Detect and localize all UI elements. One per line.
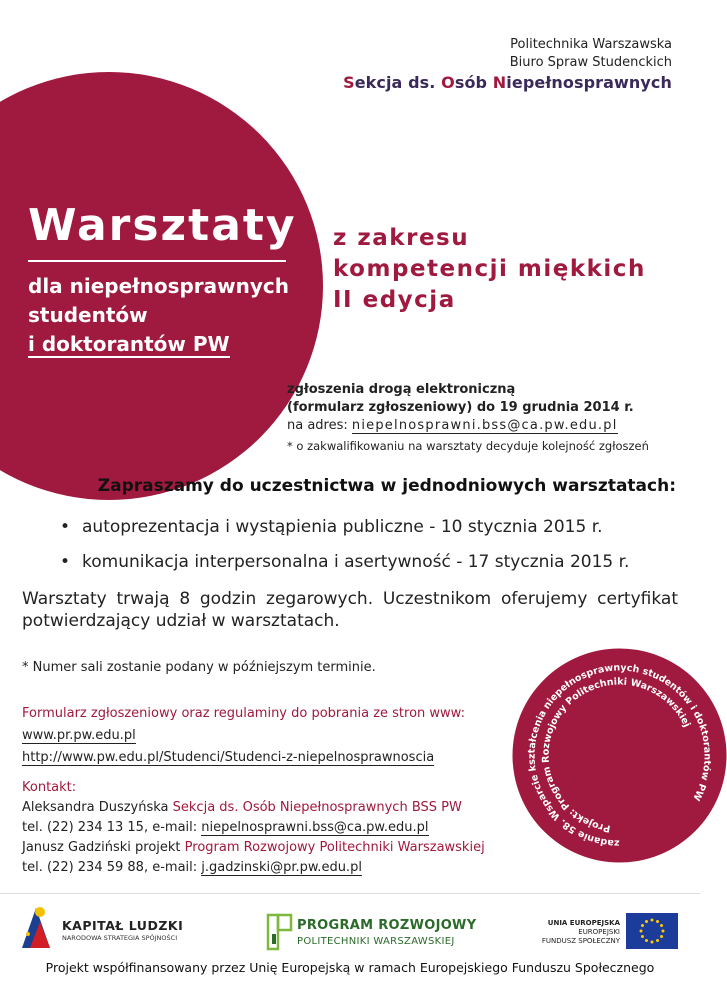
eu-line3: FUNDUSZ SPOŁECZNY (541, 937, 620, 945)
program-rozwojowy-logo (267, 914, 293, 950)
hero-subtitle-line3: i doktorantów PW (28, 332, 230, 356)
kl-name: KAPITAŁ LUDZKI (62, 918, 184, 933)
contact1-name: Aleksandra Duszyńska (22, 800, 173, 815)
eu-star-icon (656, 939, 659, 942)
invite-heading: Zapraszamy do uczestnictwa w jednodniowych warsztatach: (97, 476, 676, 496)
contact2-org: Program Rozwojowy Politechniki Warszawskiej (184, 840, 485, 855)
contact1-org: Sekcja ds. Osób Niepełnosprawnych BSS PW (172, 800, 462, 815)
eu-star-icon (660, 935, 663, 938)
pr-name: PROGRAM ROZWOJOWY (297, 918, 477, 933)
downloads-heading: Formularz zgłoszeniowy oraz regulaminy do pobrania ze stron www: (22, 706, 465, 721)
workshop-list (60, 510, 629, 580)
registration-info (287, 381, 649, 455)
downloads-section (22, 703, 465, 769)
badge-text-outer: zadanie 58. Wsparcie kształcenia niepełnosprawnych studentów i doktorantów PW (526, 662, 713, 849)
eu-star-icon (645, 920, 648, 923)
topic-line2: kompetencji miękkich (333, 256, 646, 282)
pr-subtitle: POLITECHNIKI WARSZAWSKIEJ (297, 936, 455, 947)
registration-line1: zgłoszenia drogą elektroniczną (287, 382, 516, 397)
list-item: • autoprezentacja i wystąpienia publiczne - 10 stycznia 2015 r. (60, 517, 603, 537)
eu-text (542, 919, 620, 946)
section-name: Sekcja ds. Osób Niepełnosprawnych (343, 73, 672, 92)
link-pw-students[interactable]: http://www.pw.edu.pl/Studenci/Studenci-z-niepelnosprawnoscia (22, 750, 435, 765)
eu-star-icon (660, 924, 663, 927)
hero-subtitle (28, 272, 289, 359)
registration-address-label: na adres: (287, 418, 352, 433)
list-item: • komunikacja interpersonalna i asertywność - 17 stycznia 2015 r. (60, 552, 630, 572)
kl-subtitle: NARODOWA STRATEGIA SPÓJNOŚCI (62, 934, 178, 942)
eu-star-icon (641, 924, 644, 927)
topic-line3: II edycja (333, 287, 456, 313)
description: Warsztaty trwają 8 godzin zegarowych. Uczestnikom oferujemy certyfikat potwierdzający udział w warsztatach. (22, 589, 678, 631)
eu-star-icon (662, 930, 665, 933)
institution-header (343, 36, 672, 92)
link-pr-site[interactable]: www.pr.pw.edu.pl (22, 728, 136, 743)
hero-subtitle-line1: dla niepełnosprawnych (28, 274, 289, 298)
contact-section (22, 778, 485, 878)
hero-divider (28, 260, 286, 262)
footer-divider (0, 893, 700, 894)
contact2-phone: tel. (22) 234 59 88, e-mail: (22, 860, 202, 875)
contact1-email-link[interactable]: niepelnosprawni.bss@ca.pw.edu.pl (201, 820, 429, 835)
contact1-phone: tel. (22) 234 13 15, e-mail: (22, 820, 202, 835)
eu-star-icon (645, 939, 648, 942)
hero-subtitle-line2: studentów (28, 303, 148, 327)
eu-star-icon (641, 935, 644, 938)
eu-star-icon (640, 930, 643, 933)
room-note: * Numer sali zostanie podany w późniejszym terminie. (22, 660, 376, 675)
topic-line1: z zakresu (333, 225, 470, 251)
eu-flag-icon (626, 913, 678, 949)
cofinancing-note: Projekt współfinansowany przez Unię Europejską w ramach Europejskiego Funduszu Społecznego (45, 960, 655, 975)
contact2-email-link[interactable]: j.gadzinski@pr.pw.edu.pl (201, 860, 362, 875)
eu-line2: EUROPEJSKI (578, 928, 620, 936)
hero-title: Warsztaty (28, 200, 297, 251)
eu-star-icon (651, 919, 654, 922)
eu-line1: UNIA EUROPEJSKA (547, 919, 620, 927)
office-name: Biuro Spraw Studenckich (509, 55, 672, 70)
university-name: Politechnika Warszawska (510, 37, 672, 52)
registration-line2: (formularz zgłoszeniowy) do 19 grudnia 2014 r. (287, 400, 634, 415)
eu-star-icon (651, 941, 654, 944)
hero-topic (333, 223, 646, 316)
badge-text-inner: Projekt: Program Rozwojowy Politechniki Warszawskiej (540, 676, 693, 834)
project-badge (512, 648, 727, 863)
contact-heading: Kontakt: (22, 780, 77, 795)
registration-note: * o zakwalifikowaniu na warsztaty decyduje kolejność zgłoszeń (287, 439, 649, 453)
kl-star-icon (35, 907, 45, 917)
kl-dot-icon (26, 932, 30, 936)
registration-email-link[interactable]: niepelnosprawni.bss@ca.pw.edu.pl (351, 418, 618, 433)
contact2-name: Janusz Gadziński projekt (22, 840, 185, 855)
eu-star-icon (656, 920, 659, 923)
